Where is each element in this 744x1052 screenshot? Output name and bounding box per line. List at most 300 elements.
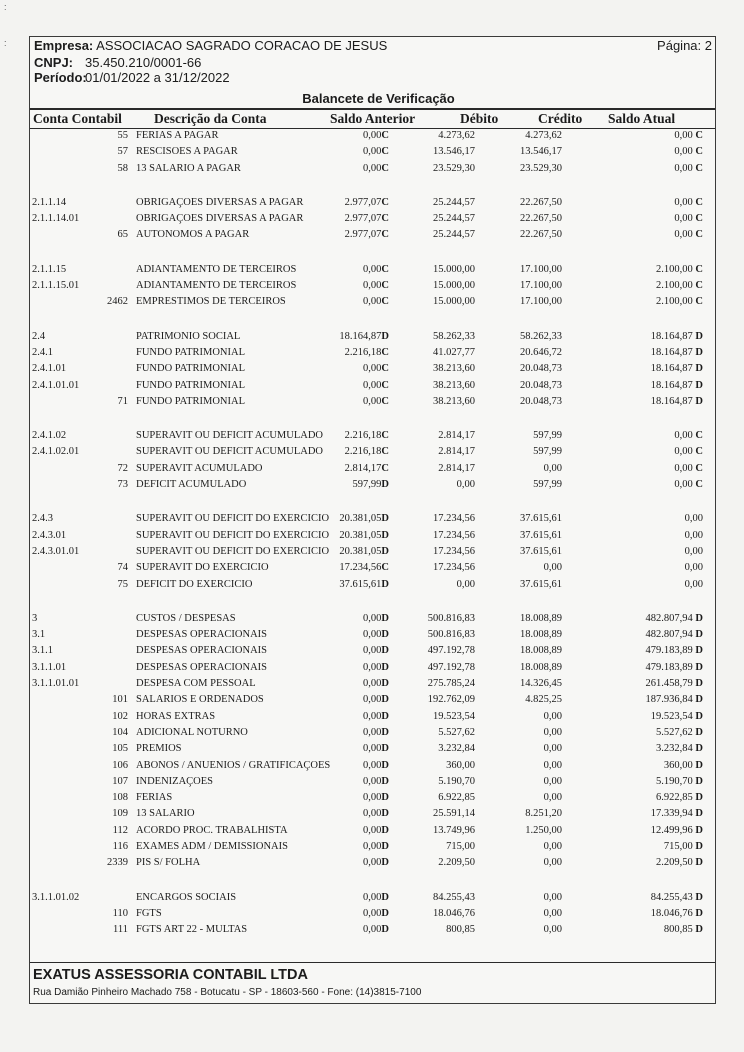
credito-value: 13.546,17 xyxy=(520,146,562,158)
debito-value: 2.814,17 xyxy=(438,446,475,458)
saldo-atual-value: 2.100,00 xyxy=(656,280,696,292)
debito-value: 25.591,14 xyxy=(433,808,475,820)
saldo-atual-nature: D xyxy=(695,645,703,657)
saldo-anterior xyxy=(363,146,389,157)
account-code-value: 2.4.3 xyxy=(32,513,53,525)
saldo-atual-nature: C xyxy=(695,280,703,292)
report-title: Balancete de Verificação xyxy=(302,91,455,106)
account-code xyxy=(32,264,66,275)
table-row xyxy=(30,479,715,495)
credito-value: 0,00 xyxy=(543,891,562,903)
table-row xyxy=(30,380,715,396)
saldo-atual-nature: D xyxy=(695,924,703,936)
reduced-code-value: 73 xyxy=(117,479,128,491)
saldo-atual xyxy=(651,825,703,836)
credito xyxy=(544,776,562,787)
saldo-atual-nature: D xyxy=(695,775,703,787)
saldo-atual-nature: D xyxy=(695,678,703,690)
saldo-anterior-nature: C xyxy=(381,462,389,474)
reduced-code-value: 74 xyxy=(117,562,128,574)
table-row xyxy=(30,711,715,727)
credito xyxy=(525,130,562,141)
saldo-anterior-value: 20.381,05 xyxy=(339,513,382,525)
saldo-atual xyxy=(656,727,703,738)
saldo-anterior xyxy=(363,825,389,836)
credito xyxy=(544,792,562,803)
account-description xyxy=(136,908,162,919)
saldo-atual-value: 0,00 xyxy=(674,213,696,225)
saldo-anterior xyxy=(363,678,389,689)
saldo-atual-nature: D xyxy=(695,824,703,836)
saldo-anterior xyxy=(363,924,389,935)
credito-value: 18.008,89 xyxy=(520,612,562,624)
saldo-atual-nature: D xyxy=(695,808,703,820)
table-body xyxy=(30,130,715,940)
debito xyxy=(438,463,475,474)
credito-value: 37.615,61 xyxy=(520,578,562,590)
saldo-atual xyxy=(685,579,703,590)
saldo-anterior xyxy=(363,296,389,307)
credito-value: 597,99 xyxy=(533,446,562,458)
saldo-anterior-nature: D xyxy=(381,578,389,590)
saldo-atual-value: 479.183,89 xyxy=(645,661,696,673)
scan-speck: : xyxy=(4,38,7,48)
account-description-value: ADIANTAMENTO DE TERCEIROS xyxy=(136,280,297,292)
debito xyxy=(433,163,475,174)
table-row xyxy=(30,363,715,379)
account-description xyxy=(136,163,241,174)
credito-value: 597,99 xyxy=(533,430,562,442)
debito-value: 360,00 xyxy=(446,759,475,771)
saldo-atual xyxy=(674,463,703,474)
credito-value: 0,00 xyxy=(543,710,562,722)
debito-value: 192.762,09 xyxy=(427,694,475,706)
account-description-value: FGTS ART 22 - MULTAS xyxy=(136,924,248,936)
account-description-value: FUNDO PATRIMONIAL xyxy=(136,346,245,358)
account-description xyxy=(136,808,195,819)
account-description-value: DESPESAS OPERACIONAIS xyxy=(136,661,267,673)
account-description xyxy=(136,513,329,524)
credito-value: 0,00 xyxy=(543,924,562,936)
credito xyxy=(544,924,562,935)
debito xyxy=(446,841,475,852)
col-header-credito: Crédito xyxy=(538,111,583,126)
saldo-anterior-nature: D xyxy=(381,726,389,738)
saldo-anterior-nature: D xyxy=(381,479,389,491)
saldo-anterior-nature: C xyxy=(381,379,389,391)
reduced-code xyxy=(112,792,128,803)
account-description xyxy=(136,546,329,557)
saldo-anterior xyxy=(363,645,389,656)
account-code-value: 3.1.1.01 xyxy=(32,661,67,673)
account-code xyxy=(32,645,53,656)
saldo-atual-value: 0,00 xyxy=(684,513,703,525)
credito xyxy=(544,760,562,771)
account-description-value: SUPERAVIT ACUMULADO xyxy=(136,462,263,474)
account-description xyxy=(136,363,245,374)
account-description xyxy=(136,694,264,705)
debito xyxy=(433,146,475,157)
credito-value: 4.273,62 xyxy=(525,130,562,141)
saldo-anterior-nature: C xyxy=(381,430,389,442)
account-description-value: EXAMES ADM / DEMISSIONAIS xyxy=(136,840,288,852)
saldo-atual-value: 18.164,87 xyxy=(650,330,696,342)
credito xyxy=(520,264,562,275)
account-description-value: 13 SALARIO A PAGAR xyxy=(136,162,241,174)
account-code-value: 3.1.1.01.02 xyxy=(32,891,80,903)
saldo-anterior xyxy=(363,711,389,722)
periodo-value: 01/01/2022 a 31/12/2022 xyxy=(85,70,230,85)
table-row xyxy=(30,892,715,908)
table-row xyxy=(30,130,715,146)
empresa-line xyxy=(34,38,387,53)
saldo-anterior-nature: D xyxy=(381,840,389,852)
saldo-atual xyxy=(651,380,703,391)
table-row xyxy=(30,463,715,479)
account-description-value: DEFICIT DO EXERCICIO xyxy=(136,578,253,590)
saldo-atual xyxy=(674,213,703,224)
debito xyxy=(433,280,475,291)
debito-value: 4.273,62 xyxy=(438,130,475,141)
debito xyxy=(433,530,475,541)
debito xyxy=(428,645,475,656)
saldo-anterior-value: 0,00 xyxy=(363,759,382,771)
saldo-anterior-nature: D xyxy=(381,857,389,869)
saldo-atual xyxy=(656,776,703,787)
account-description-value: DESPESAS OPERACIONAIS xyxy=(136,629,267,641)
credito xyxy=(520,396,562,407)
reduced-code xyxy=(112,711,128,722)
credito xyxy=(520,629,562,640)
debito-value: 19.523,54 xyxy=(433,710,475,722)
debito-value: 38.213,60 xyxy=(433,363,475,375)
account-description xyxy=(136,430,323,441)
saldo-atual-nature: C xyxy=(695,229,703,241)
periodo-label: Período: xyxy=(34,70,87,85)
credito-value: 18.008,89 xyxy=(520,661,562,673)
row-spacer xyxy=(30,246,715,264)
saldo-atual-nature: D xyxy=(695,743,703,755)
account-code-value: 3.1 xyxy=(32,629,46,641)
debito-value: 5.190,70 xyxy=(438,775,475,787)
account-description-value: FGTS xyxy=(136,907,162,919)
debito-value: 715,00 xyxy=(446,840,475,852)
saldo-atual-value: 0,00 xyxy=(684,545,703,557)
debito xyxy=(433,197,475,208)
saldo-atual-value: 0,00 xyxy=(684,578,703,590)
reduced-code xyxy=(118,146,129,157)
reduced-code-value: 65 xyxy=(117,229,128,241)
table-row xyxy=(30,446,715,462)
saldo-atual-nature: C xyxy=(695,146,703,158)
account-description-value: OBRIGAÇOES DIVERSAS A PAGAR xyxy=(136,196,304,208)
table-row xyxy=(30,579,715,595)
saldo-atual-nature: D xyxy=(695,395,703,407)
table-row xyxy=(30,776,715,792)
account-description xyxy=(136,760,330,771)
account-description-value: PATRIMONIO SOCIAL xyxy=(136,330,241,342)
reduced-code-value: 72 xyxy=(117,462,128,474)
table-row xyxy=(30,530,715,546)
table-row xyxy=(30,396,715,412)
report-title-wrap xyxy=(30,91,715,106)
saldo-atual-nature: D xyxy=(695,612,703,624)
saldo-anterior-nature: D xyxy=(381,710,389,722)
saldo-atual-nature: D xyxy=(695,792,703,804)
saldo-atual xyxy=(674,146,703,157)
saldo-anterior xyxy=(363,792,389,803)
account-description xyxy=(136,197,303,208)
saldo-anterior-nature: D xyxy=(381,775,389,787)
debito xyxy=(428,613,475,624)
credito-value: 0,00 xyxy=(543,907,562,919)
page-value: 2 xyxy=(704,38,712,53)
saldo-anterior-value: 0,00 xyxy=(363,726,382,738)
saldo-atual xyxy=(656,296,703,307)
debito xyxy=(428,629,475,640)
table-row xyxy=(30,163,715,179)
saldo-atual-nature: D xyxy=(695,891,703,903)
account-description xyxy=(136,662,267,673)
credito-value: 20.048,73 xyxy=(520,363,562,375)
saldo-atual-nature: C xyxy=(695,130,703,141)
account-description-value: FUNDO PATRIMONIAL xyxy=(136,363,245,375)
credito xyxy=(533,430,562,441)
credito xyxy=(520,613,562,624)
saldo-anterior-nature: D xyxy=(381,545,389,557)
account-description xyxy=(136,579,252,590)
credito-value: 597,99 xyxy=(533,479,562,491)
reduced-code-value: 2462 xyxy=(107,296,128,308)
saldo-anterior-value: 0,00 xyxy=(363,824,382,836)
account-description xyxy=(136,743,182,754)
saldo-atual-value: 0,00 xyxy=(674,446,696,458)
saldo-anterior-nature: D xyxy=(381,792,389,804)
col-header-conta: Conta Contabil xyxy=(33,111,122,126)
table-row xyxy=(30,629,715,645)
account-description-value: ADIANTAMENTO DE TERCEIROS xyxy=(136,263,297,275)
account-code-value: 3.1.1.01.01 xyxy=(32,678,80,690)
table-row xyxy=(30,694,715,710)
saldo-atual-nature: C xyxy=(695,196,703,208)
page-label: Página: xyxy=(657,38,702,53)
debito xyxy=(433,264,475,275)
debito xyxy=(438,446,475,457)
saldo-atual-value: 12.499,96 xyxy=(650,824,696,836)
saldo-atual xyxy=(664,841,703,852)
saldo-anterior xyxy=(363,380,389,391)
credito xyxy=(544,892,562,903)
credito xyxy=(544,727,562,738)
saldo-anterior xyxy=(363,776,389,787)
reduced-code xyxy=(113,924,128,935)
saldo-atual-value: 482.807,94 xyxy=(645,612,696,624)
credito xyxy=(520,163,562,174)
saldo-anterior-nature: D xyxy=(381,808,389,820)
debito-value: 25.244,57 xyxy=(433,213,475,225)
credito-value: 17.100,00 xyxy=(520,280,562,292)
saldo-atual-value: 0,00 xyxy=(674,146,696,158)
saldo-anterior xyxy=(363,629,389,640)
credito xyxy=(520,146,562,157)
saldo-anterior-value: 20.381,05 xyxy=(339,529,382,541)
account-code xyxy=(32,892,79,903)
saldo-atual-value: 261.458,79 xyxy=(645,678,696,690)
debito xyxy=(433,546,475,557)
saldo-atual-nature: D xyxy=(695,840,703,852)
table-row xyxy=(30,347,715,363)
debito xyxy=(433,363,475,374)
account-code xyxy=(32,629,45,640)
debito-value: 0,00 xyxy=(456,479,475,491)
debito xyxy=(428,694,475,705)
saldo-atual xyxy=(646,629,703,640)
account-description-value: ACORDO PROC. TRABALHISTA xyxy=(136,824,288,836)
credito xyxy=(544,857,562,868)
saldo-anterior-value: 37.615,61 xyxy=(339,578,382,590)
row-spacer xyxy=(30,874,715,892)
reduced-code xyxy=(113,825,128,836)
reduced-code xyxy=(112,727,128,738)
credito-value: 17.100,00 xyxy=(520,263,562,275)
saldo-atual xyxy=(656,743,703,754)
saldo-atual-nature: C xyxy=(695,213,703,225)
saldo-atual xyxy=(656,792,703,803)
account-code-value: 2.1.1.15 xyxy=(32,263,67,275)
saldo-atual xyxy=(674,479,703,490)
saldo-atual-value: 2.100,00 xyxy=(656,296,696,308)
col-header-debito: Débito xyxy=(460,111,499,126)
saldo-anterior xyxy=(345,229,389,240)
saldo-atual xyxy=(651,363,703,374)
saldo-anterior-value: 0,00 xyxy=(363,694,382,706)
saldo-anterior-value: 2.977,07 xyxy=(344,229,382,241)
saldo-anterior-value: 0,00 xyxy=(363,280,382,292)
saldo-anterior-value: 0,00 xyxy=(363,678,382,690)
table-row xyxy=(30,213,715,229)
saldo-atual-value: 360,00 xyxy=(663,759,696,771)
account-code-value: 2.1.1.14 xyxy=(32,196,67,208)
table-row xyxy=(30,841,715,857)
saldo-atual-value: 0,00 xyxy=(674,196,696,208)
saldo-atual-value: 0,00 xyxy=(674,162,696,174)
account-code-value: 2.4.1 xyxy=(32,346,53,358)
saldo-anterior-nature: D xyxy=(381,645,389,657)
credito-value: 23.529,30 xyxy=(520,162,562,174)
table-row xyxy=(30,825,715,841)
table-row xyxy=(30,613,715,629)
saldo-anterior-value: 0,00 xyxy=(363,296,382,308)
account-description-value: DESPESA COM PESSOAL xyxy=(136,678,256,690)
credito-value: 37.615,61 xyxy=(520,529,562,541)
account-code-value: 2.4.1.01 xyxy=(32,363,67,375)
account-code-value: 3.1.1 xyxy=(32,645,53,657)
col-header-descricao: Descrição da Conta xyxy=(154,111,267,126)
reduced-code-value: 112 xyxy=(112,824,128,836)
reduced-code-value: 105 xyxy=(112,743,128,755)
saldo-atual-value: 482.807,94 xyxy=(645,629,696,641)
debito-value: 41.027,77 xyxy=(433,346,475,358)
credito-value: 37.615,61 xyxy=(520,545,562,557)
saldo-anterior-nature: C xyxy=(381,363,389,375)
account-description xyxy=(136,776,213,787)
table-row xyxy=(30,808,715,824)
credito xyxy=(544,562,562,573)
credito xyxy=(520,380,562,391)
account-description xyxy=(136,841,288,852)
debito-value: 25.244,57 xyxy=(433,229,475,241)
debito xyxy=(446,760,475,771)
empresa-name: ASSOCIACAO SAGRADO CORACAO DE JESUS xyxy=(96,38,388,53)
credito-value: 4.825,25 xyxy=(525,694,562,706)
debito xyxy=(428,678,475,689)
saldo-anterior xyxy=(353,479,389,490)
saldo-anterior-value: 0,00 xyxy=(363,907,382,919)
accounting-firm-address: Rua Damião Pinheiro Machado 758 - Botucatu - SP - 18603-560 - Fone: (14)3815-7100 xyxy=(33,987,422,998)
saldo-anterior-nature: D xyxy=(381,661,389,673)
saldo-atual-value: 6.922,85 xyxy=(656,792,696,804)
account-description xyxy=(136,727,248,738)
reduced-code xyxy=(112,760,128,771)
saldo-atual xyxy=(656,280,703,291)
saldo-anterior-value: 0,00 xyxy=(363,379,382,391)
saldo-anterior xyxy=(363,130,389,141)
debito-value: 2.814,17 xyxy=(438,462,475,474)
reduced-code xyxy=(118,479,129,490)
table-row xyxy=(30,924,715,940)
account-description-value: HORAS EXTRAS xyxy=(136,710,216,722)
saldo-anterior-nature: C xyxy=(381,229,389,241)
saldo-anterior-value: 0,00 xyxy=(363,661,382,673)
account-description-value: ADICIONAL NOTURNO xyxy=(136,726,248,738)
debito xyxy=(433,380,475,391)
reduced-code-value: 101 xyxy=(112,694,128,706)
table-row xyxy=(30,562,715,578)
account-code xyxy=(32,530,66,541)
account-description-value: RESCISOES A PAGAR xyxy=(136,146,238,158)
saldo-anterior-nature: C xyxy=(381,146,389,158)
account-description xyxy=(136,792,172,803)
saldo-anterior-value: 20.381,05 xyxy=(339,545,382,557)
saldo-anterior-nature: C xyxy=(381,263,389,275)
report-header xyxy=(30,37,715,109)
account-code xyxy=(32,197,66,208)
credito xyxy=(520,678,562,689)
credito xyxy=(520,197,562,208)
credito-value: 17.100,00 xyxy=(520,296,562,308)
reduced-code xyxy=(112,743,128,754)
account-description xyxy=(136,892,236,903)
saldo-atual xyxy=(651,711,703,722)
saldo-atual-nature: D xyxy=(695,363,703,375)
account-description-value: SALARIOS E ORDENADOS xyxy=(136,694,264,706)
table-row xyxy=(30,760,715,776)
row-spacer xyxy=(30,313,715,331)
saldo-anterior-nature: D xyxy=(381,824,389,836)
saldo-atual xyxy=(664,760,703,771)
saldo-anterior-nature: C xyxy=(381,346,389,358)
account-code xyxy=(32,347,53,358)
row-spacer xyxy=(30,412,715,430)
reduced-code-value: 109 xyxy=(112,808,128,820)
saldo-anterior-nature: D xyxy=(381,678,389,690)
debito-value: 497.192,78 xyxy=(427,661,475,673)
account-description xyxy=(136,396,245,407)
saldo-atual xyxy=(674,197,703,208)
saldo-atual xyxy=(674,229,703,240)
saldo-anterior-nature: C xyxy=(381,162,389,174)
saldo-anterior-value: 0,00 xyxy=(363,645,382,657)
